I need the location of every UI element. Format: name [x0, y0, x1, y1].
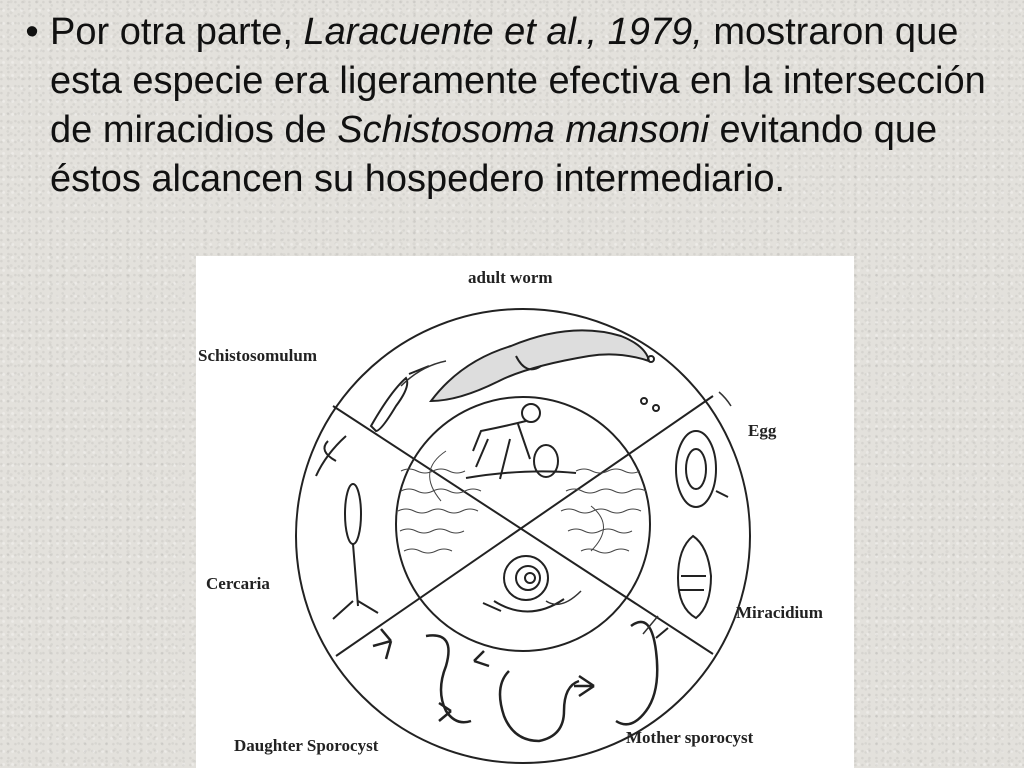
life-cycle-figure [196, 256, 854, 768]
label-schistosomulum: Schistosomulum [198, 346, 318, 365]
text-body: mostraron que esta especie era ligeramente efectiva en la intersección de miracidios de [50, 11, 986, 151]
text-intro: Por otra parte, [50, 11, 304, 53]
species-name: Schistosoma mansoni [337, 109, 709, 151]
label-miracidium: Miracidium [736, 603, 823, 622]
life-cycle-diagram [196, 256, 854, 768]
outer-circle [296, 309, 750, 763]
sporocyst-figures [373, 622, 657, 741]
bullet-marker: • [25, 11, 39, 53]
bullet-paragraph [14, 8, 1004, 204]
paragraph-text [50, 8, 1004, 204]
label-adult-worm: adult worm [468, 268, 553, 287]
divider-line-1 [333, 406, 713, 654]
label-cercaria: Cercaria [206, 574, 270, 593]
egg-figure [676, 431, 728, 507]
label-mother-sporocyst: Mother sporocyst [626, 728, 754, 747]
schistosomulum-figure [316, 366, 429, 476]
cercaria-figure [333, 484, 378, 619]
label-egg: Egg [748, 421, 777, 440]
human-figure [466, 404, 576, 479]
label-daughter-sporocyst: Daughter Sporocyst [234, 736, 379, 755]
citation: Laracuente et al., 1979, [303, 11, 703, 53]
text-end: evitando que éstos alcancen su hospedero intermediario. [50, 109, 938, 200]
water-waves [398, 451, 646, 553]
inner-circle [396, 397, 650, 651]
